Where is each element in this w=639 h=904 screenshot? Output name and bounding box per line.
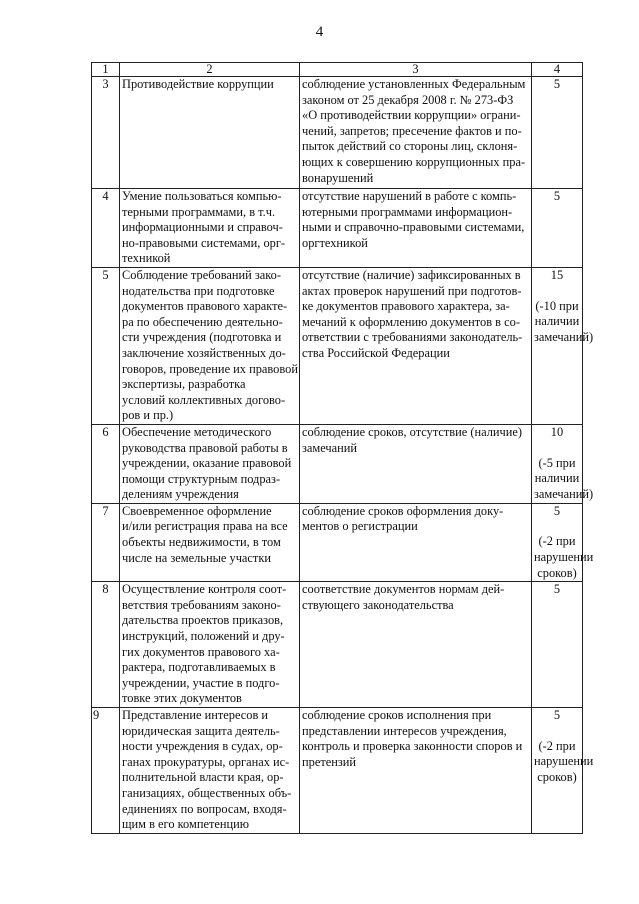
indicator-text-line: руководства правовой работы в xyxy=(122,440,288,455)
indicator-cell xyxy=(120,77,300,189)
indicator-text-line: Умение пользоваться компью- xyxy=(122,189,282,203)
criterion-text-line: вонарушений xyxy=(302,170,374,185)
table-row xyxy=(92,708,583,834)
column-header: 3 xyxy=(300,63,532,77)
points-cell xyxy=(532,189,583,268)
indicator-cell xyxy=(120,708,300,834)
points-deduction-note: замечаний) xyxy=(534,329,594,344)
points-spacer xyxy=(534,519,580,534)
indicator-text-line: Противодействие коррупции xyxy=(122,77,274,91)
indicator-cell xyxy=(120,189,300,268)
indicator-text-line: объекты недвижимости, в том xyxy=(122,535,281,550)
indicator-text-line: Представление интересов и xyxy=(122,708,269,722)
indicator-text-line: техникой xyxy=(122,251,171,266)
criterion-text-line: ющих к совершению коррупционных пра- xyxy=(302,154,526,169)
indicator-text-line: единениях по вопросам, входя- xyxy=(122,801,287,816)
indicator-cell xyxy=(120,582,300,708)
criterion-cell xyxy=(300,424,532,503)
indicator-text-line: помощи структурным подраз- xyxy=(122,471,281,486)
indicator-text-line: но-правовыми системами, орг- xyxy=(122,235,286,250)
criterion-text-line: представлении интересов учреждения, xyxy=(302,723,507,738)
row-number-cell: 5 xyxy=(92,267,120,424)
criterion-text-line: оргтехникой xyxy=(302,235,368,250)
indicator-text-line: ра по обеспечению деятельно- xyxy=(122,314,283,329)
criterion-text-line: ментов о регистрации xyxy=(302,519,418,534)
row-number-cell: 3 xyxy=(92,77,120,189)
indicator-text-line: юридическая защита деятель- xyxy=(122,723,280,738)
indicator-text-line: ности учреждения в судах, ор- xyxy=(122,739,283,754)
criterion-cell xyxy=(300,708,532,834)
indicator-text-line: учреждении, участие в подго- xyxy=(122,675,280,690)
points-deduction-note: (-5 при xyxy=(538,455,576,470)
criterion-text-line: соответствие документов нормам дей- xyxy=(302,582,505,597)
points-value: 5 xyxy=(553,582,561,597)
points-cell xyxy=(532,424,594,503)
indicator-cell xyxy=(120,424,300,503)
points-spacer xyxy=(534,724,580,739)
points-cell xyxy=(532,503,594,581)
row-number-cell: 4 xyxy=(92,189,120,268)
indicator-text-line: ветствия требованиям законо- xyxy=(122,597,281,612)
points-value: 5 xyxy=(553,708,561,722)
table-row xyxy=(92,424,583,503)
criterion-text-line: соблюдение сроков, отсутствие (наличие) xyxy=(302,424,523,439)
criterion-text-line: ютерными программами информацион- xyxy=(302,204,513,219)
indicator-text-line: товке этих документов xyxy=(122,691,242,706)
points-cell xyxy=(532,708,594,834)
criterion-text-line: законом от 25 декабря 2008 г. № 273-ФЗ xyxy=(302,92,514,107)
indicator-text-line: информационными и справоч- xyxy=(122,220,283,235)
criterion-cell xyxy=(300,77,532,189)
criterion-cell xyxy=(300,189,532,268)
indicator-text-line: говоров, проведение их правовой xyxy=(122,361,298,376)
criterion-text-line: отсутствие (наличие) зафиксированных в xyxy=(302,267,521,282)
points-value: 5 xyxy=(553,77,561,91)
indicator-cell xyxy=(120,503,300,581)
points-deduction-note: (-2 при xyxy=(538,738,576,753)
indicator-text-line: Осуществление контроля соот- xyxy=(122,582,287,597)
points-value: 15 xyxy=(550,267,564,282)
table-row xyxy=(92,267,583,424)
criterion-cell xyxy=(300,267,532,424)
criterion-cell xyxy=(300,503,532,581)
points-cell xyxy=(532,77,583,189)
points-deduction-note: нарушении xyxy=(534,754,594,769)
indicator-text-line: Обеспечение методического xyxy=(122,424,272,439)
criterion-text-line: ствующего законодательства xyxy=(302,597,454,612)
indicator-text-line: гих документов правового ха- xyxy=(122,644,280,659)
points-cell xyxy=(532,582,583,708)
indicator-text-line: полнительной власти края, ор- xyxy=(122,770,284,785)
criterion-text-line: претензий xyxy=(302,754,357,769)
indicator-text-line: нодательства при подготовке xyxy=(122,283,275,298)
points-value: 5 xyxy=(553,189,561,203)
criterion-text-line: чений, запретов; пресечение фактов и по- xyxy=(302,123,522,138)
points-deduction-note: наличии xyxy=(534,471,580,486)
criterion-text-line: соблюдение сроков оформления доку- xyxy=(302,503,504,518)
criterion-text-line: контроль и проверка законности споров и xyxy=(302,739,523,754)
indicator-text-line: заключение хозяйственных до- xyxy=(122,345,286,360)
indicator-text-line: числе на земельные участки xyxy=(122,550,271,565)
row-number-cell: 7 xyxy=(92,503,120,581)
table-row xyxy=(92,503,583,581)
column-header: 1 xyxy=(92,63,120,77)
criterion-text-line: ства Российской Федерации xyxy=(302,345,450,360)
criterion-text-line: соблюдение сроков исполнения при xyxy=(302,708,492,722)
criteria-table xyxy=(91,62,594,834)
indicator-text-line: делениям учреждения xyxy=(122,487,239,502)
table-row xyxy=(92,189,583,268)
indicator-text-line: сти учреждения (подготовка и xyxy=(122,330,282,345)
criterion-text-line: актах проверок нарушений при подготов- xyxy=(302,283,522,298)
column-header: 2 xyxy=(120,63,300,77)
row-number-cell: 8 xyxy=(92,582,120,708)
indicator-text-line: терными программами, в т.ч. xyxy=(122,204,276,219)
points-deduction-note: сроков) xyxy=(537,769,577,784)
row-number-cell: 6 xyxy=(92,424,120,503)
criterion-text-line: соблюдение установленных Федеральным xyxy=(302,77,526,91)
indicator-cell xyxy=(120,267,300,424)
points-deduction-note: сроков) xyxy=(537,565,577,580)
indicator-text-line: ганизациях, общественных объ- xyxy=(122,785,292,800)
indicator-text-line: ров и пр.) xyxy=(122,408,174,423)
criterion-text-line: пыток действий со стороны лиц, склоня- xyxy=(302,139,518,154)
indicator-text-line: щим в его компетенцию xyxy=(122,817,250,832)
indicator-text-line: условий коллективных догово- xyxy=(122,392,286,407)
points-deduction-note: (-10 при xyxy=(535,298,579,313)
indicator-text-line: экспертизы, разработка xyxy=(122,377,246,392)
page-number: 4 xyxy=(315,24,324,40)
criterion-text-line: замечаний xyxy=(302,440,358,455)
column-header: 4 xyxy=(532,63,583,77)
criterion-text-line: мечаний к оформлению документов в со- xyxy=(302,314,520,329)
points-spacer xyxy=(534,441,580,456)
criterion-text-line: ными и справочно-правовыми системами, xyxy=(302,220,525,235)
indicator-text-line: Соблюдение требований зако- xyxy=(122,267,281,282)
table-header-row xyxy=(92,63,583,77)
points-deduction-note: наличии xyxy=(534,314,580,329)
indicator-text-line: ганах прокуратуры, органах ис- xyxy=(122,754,290,769)
points-value: 10 xyxy=(550,424,564,439)
table-row xyxy=(92,582,583,708)
indicator-text-line: рактера, подготавливаемых в xyxy=(122,660,276,675)
indicator-text-line: дательства проектов приказов, xyxy=(122,613,284,628)
points-spacer xyxy=(534,284,580,299)
table-row xyxy=(92,77,583,189)
criterion-text-line: «О противодействии коррупции» ограни- xyxy=(302,108,521,123)
indicator-text-line: документов правового характе- xyxy=(122,299,288,314)
points-value: 5 xyxy=(553,503,561,518)
indicator-text-line: Своевременное оформление xyxy=(122,503,272,518)
points-cell xyxy=(532,267,594,424)
indicator-text-line: инструкций, положений и дру- xyxy=(122,629,285,644)
points-deduction-note: замечаний) xyxy=(534,486,594,501)
indicator-text-line: и/или регистрация права на все xyxy=(122,519,288,534)
criterion-text-line: отсутствие нарушений в работе с компь- xyxy=(302,189,517,203)
criterion-cell xyxy=(300,582,532,708)
indicator-text-line: учреждении, оказание правовой xyxy=(122,456,292,471)
points-deduction-note: нарушении xyxy=(534,550,594,565)
criterion-text-line: ответствии с требованиями законодатель- xyxy=(302,330,523,345)
points-deduction-note: (-2 при xyxy=(538,534,576,549)
criterion-text-line: ке документов правового характера, за- xyxy=(302,299,510,314)
row-number-cell: 9 xyxy=(92,708,120,834)
